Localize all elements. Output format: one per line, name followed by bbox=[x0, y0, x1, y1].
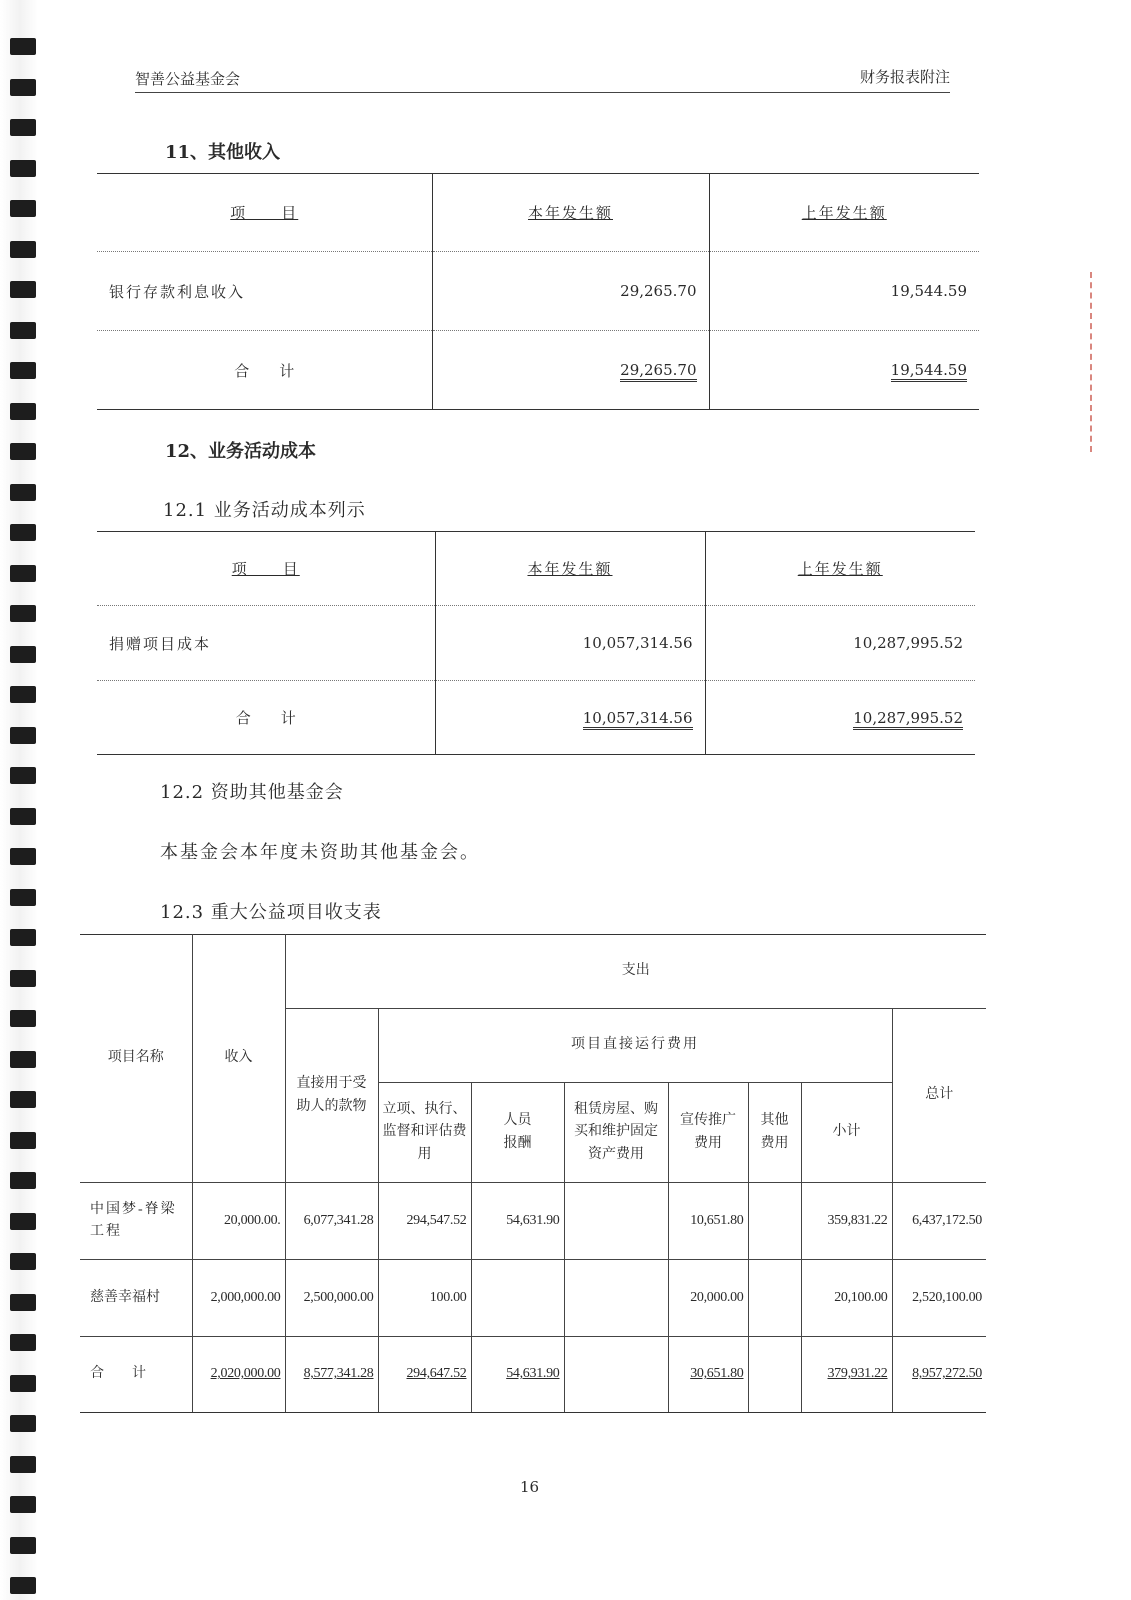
total-label: 合 计 bbox=[97, 681, 435, 755]
page-header bbox=[135, 66, 950, 93]
total-value: 2,520,100.00 bbox=[892, 1260, 986, 1337]
promo-value: 20,000.00 bbox=[668, 1260, 748, 1337]
col-header-eval: 立项、执行、监督和评估费用 bbox=[378, 1083, 471, 1183]
binding-hole bbox=[10, 322, 36, 339]
col-header-current: 本年发生额 bbox=[527, 204, 613, 222]
total-label: 合 计 bbox=[80, 1337, 192, 1413]
activity-cost-table bbox=[97, 531, 975, 755]
binding-strip bbox=[0, 0, 38, 1600]
table-row bbox=[97, 606, 975, 681]
income-value: 20,000.00. bbox=[192, 1183, 285, 1260]
binding-hole bbox=[10, 1213, 36, 1230]
binding-hole bbox=[10, 1456, 36, 1473]
binding-hole bbox=[10, 403, 36, 420]
staff-value bbox=[471, 1260, 564, 1337]
promo-total: 30,651.80 bbox=[690, 1366, 744, 1382]
other-value bbox=[748, 1183, 801, 1260]
binding-hole bbox=[10, 1294, 36, 1311]
total-prior: 10,287,995.52 bbox=[853, 709, 963, 730]
col-header-direct: 直接用于受助人的款物 bbox=[285, 1009, 378, 1183]
binding-hole bbox=[10, 808, 36, 825]
total-row bbox=[80, 1337, 986, 1413]
col-header-rent: 租赁房屋、购买和维护固定资产费用 bbox=[564, 1083, 668, 1183]
other-income-table bbox=[97, 173, 979, 410]
rent-value bbox=[564, 1260, 668, 1337]
col-header-prior: 上年发生额 bbox=[797, 560, 883, 578]
major-project-table bbox=[80, 934, 986, 1413]
binding-hole bbox=[10, 848, 36, 865]
binding-hole bbox=[10, 1132, 36, 1149]
page-number: 16 bbox=[520, 1478, 540, 1496]
col-header-current: 本年发生额 bbox=[527, 560, 613, 578]
row-item: 捐赠项目成本 bbox=[97, 606, 435, 681]
other-total bbox=[748, 1337, 801, 1413]
subtotal-total: 379,931.22 bbox=[827, 1366, 888, 1382]
col-header-subtotal: 小计 bbox=[801, 1083, 892, 1183]
total-label: 合 计 bbox=[97, 331, 432, 410]
col-header-income: 收入 bbox=[192, 935, 285, 1183]
binding-hole bbox=[10, 1415, 36, 1432]
binding-hole bbox=[10, 1253, 36, 1270]
col-header-item: 项 目 bbox=[230, 204, 299, 222]
row-item: 银行存款利息收入 bbox=[97, 252, 432, 331]
binding-hole bbox=[10, 524, 36, 541]
binding-hole bbox=[10, 79, 36, 96]
section-12-3-title: 12.3 重大公益项目收支表 bbox=[160, 902, 382, 923]
subtotal-value: 20,100.00 bbox=[801, 1260, 892, 1337]
binding-hole bbox=[10, 970, 36, 987]
section-12-2-text: 本基金会本年度未资助其他基金会。 bbox=[160, 842, 480, 863]
stamp-mark bbox=[1090, 272, 1098, 452]
binding-hole bbox=[10, 241, 36, 258]
total-row bbox=[97, 331, 979, 410]
binding-hole bbox=[10, 686, 36, 703]
binding-hole bbox=[10, 38, 36, 55]
binding-hole bbox=[10, 160, 36, 177]
section-12-1-title: 12.1 业务活动成本列示 bbox=[163, 500, 366, 521]
staff-total: 54,631.90 bbox=[506, 1366, 560, 1382]
income-value: 2,000,000.00 bbox=[192, 1260, 285, 1337]
binding-hole bbox=[10, 646, 36, 663]
project-name: 慈善幸福村 bbox=[80, 1260, 192, 1337]
binding-hole bbox=[10, 727, 36, 744]
row-current: 10,057,314.56 bbox=[435, 606, 705, 681]
binding-hole bbox=[10, 1496, 36, 1513]
table-row bbox=[80, 1260, 986, 1337]
binding-hole bbox=[10, 484, 36, 501]
table-header-row bbox=[97, 532, 975, 606]
header-org: 智善公益基金会 bbox=[135, 70, 241, 88]
grand-total: 8,957,272.50 bbox=[912, 1366, 982, 1382]
binding-hole bbox=[10, 1010, 36, 1027]
binding-hole bbox=[10, 767, 36, 784]
header-doc-title: 财务报表附注 bbox=[859, 68, 950, 86]
row-prior: 10,287,995.52 bbox=[705, 606, 975, 681]
total-value: 6,437,172.50 bbox=[892, 1183, 986, 1260]
promo-value: 10,651.80 bbox=[668, 1183, 748, 1260]
binding-hole bbox=[10, 1537, 36, 1554]
binding-hole bbox=[10, 1172, 36, 1189]
total-current: 10,057,314.56 bbox=[583, 709, 693, 730]
total-prior: 19,544.59 bbox=[891, 361, 967, 382]
binding-hole bbox=[10, 119, 36, 136]
col-header-promo: 宣传推广费用 bbox=[668, 1083, 748, 1183]
col-header-other: 其他费用 bbox=[748, 1083, 801, 1183]
col-header-prior: 上年发生额 bbox=[801, 204, 887, 222]
binding-hole bbox=[10, 565, 36, 582]
section-11-title: 11、其他收入 bbox=[165, 142, 281, 163]
col-header-staff: 人员报酬 bbox=[471, 1083, 564, 1183]
direct-value: 2,500,000.00 bbox=[285, 1260, 378, 1337]
row-prior: 19,544.59 bbox=[709, 252, 979, 331]
table-header-row bbox=[97, 174, 979, 252]
col-header-expense: 支出 bbox=[285, 935, 986, 1009]
rent-total bbox=[564, 1337, 668, 1413]
binding-hole bbox=[10, 281, 36, 298]
staff-value: 54,631.90 bbox=[471, 1183, 564, 1260]
binding-hole bbox=[10, 605, 36, 622]
section-12-title: 12、业务活动成本 bbox=[165, 441, 317, 462]
binding-hole bbox=[10, 929, 36, 946]
binding-hole bbox=[10, 200, 36, 217]
col-header-total: 总计 bbox=[892, 1009, 986, 1183]
total-current: 29,265.70 bbox=[620, 361, 696, 382]
rent-value bbox=[564, 1183, 668, 1260]
income-total: 2,020,000.00 bbox=[210, 1366, 281, 1382]
col-header-opex: 项目直接运行费用 bbox=[378, 1009, 892, 1083]
binding-hole bbox=[10, 1334, 36, 1351]
binding-hole bbox=[10, 1091, 36, 1108]
project-name: 中国梦-脊梁工程 bbox=[80, 1183, 192, 1260]
row-current: 29,265.70 bbox=[432, 252, 709, 331]
col-header-item: 项 目 bbox=[231, 560, 300, 578]
binding-hole bbox=[10, 1577, 36, 1594]
binding-hole bbox=[10, 1375, 36, 1392]
binding-hole bbox=[10, 362, 36, 379]
other-value bbox=[748, 1260, 801, 1337]
eval-total: 294,647.52 bbox=[406, 1366, 467, 1382]
direct-value: 6,077,341.28 bbox=[285, 1183, 378, 1260]
col-header-name: 项目名称 bbox=[80, 935, 192, 1183]
binding-hole bbox=[10, 443, 36, 460]
direct-total: 8,577,341.28 bbox=[303, 1366, 374, 1382]
total-row bbox=[97, 681, 975, 755]
eval-value: 100.00 bbox=[378, 1260, 471, 1337]
subtotal-value: 359,831.22 bbox=[801, 1183, 892, 1260]
binding-hole bbox=[10, 889, 36, 906]
table-row bbox=[80, 1183, 986, 1260]
table-row bbox=[97, 252, 979, 331]
section-12-2-title: 12.2 资助其他基金会 bbox=[160, 782, 344, 803]
eval-value: 294,547.52 bbox=[378, 1183, 471, 1260]
binding-hole bbox=[10, 1051, 36, 1068]
